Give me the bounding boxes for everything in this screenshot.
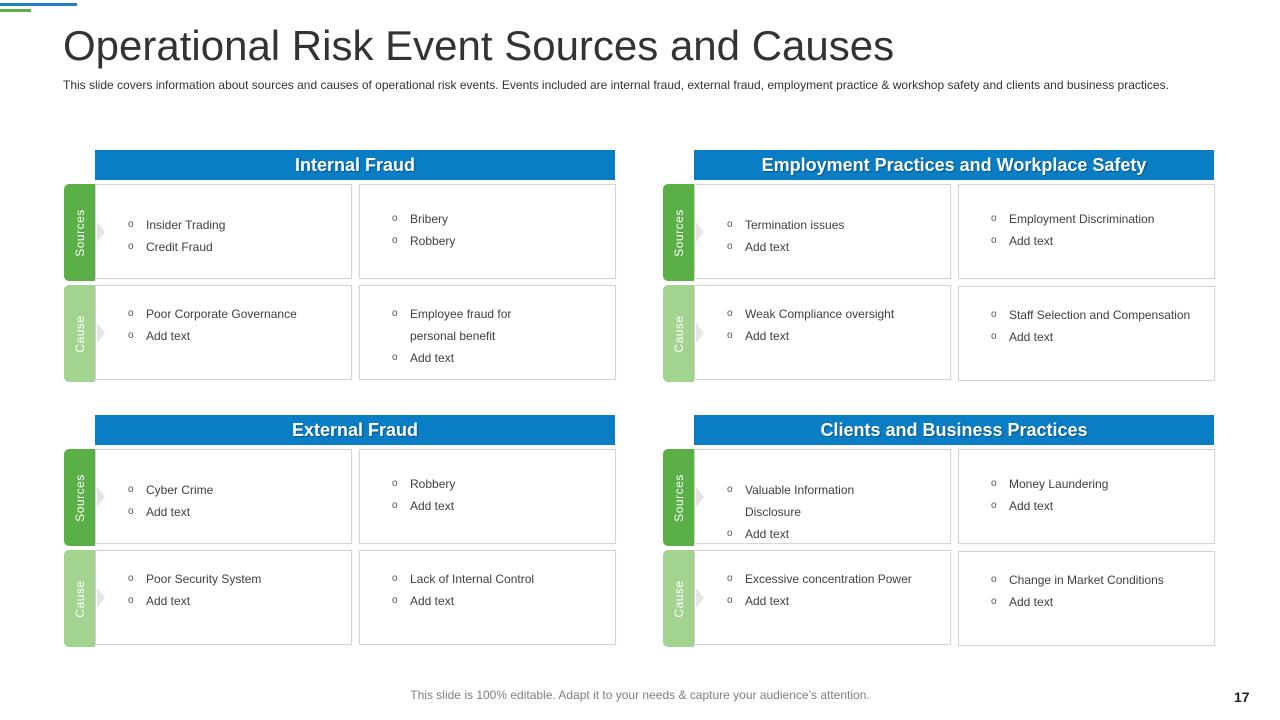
list-item: o Excessive concentration Power (727, 568, 942, 590)
sources-row (64, 449, 616, 546)
panel-header: Internal Fraud (95, 150, 615, 180)
list-item: o Employee fraud for personal benefit (392, 303, 555, 347)
list-item: o Employment Discrimination (991, 208, 1206, 230)
sources-label: Sources (671, 208, 686, 257)
footer-note: This slide is 100% editable. Adapt it to your needs & capture your audience’s attention. (410, 688, 870, 702)
cause-card (694, 285, 951, 380)
panel-internal-fraud (64, 150, 616, 384)
bullet-icon: o (991, 500, 997, 511)
list-item: o Add text (392, 495, 607, 517)
panel-external-fraud (64, 415, 616, 649)
panel-clients-business-practices (663, 415, 1215, 649)
list-item: o Valuable Information Disclosure (727, 479, 870, 523)
sources-tab (663, 184, 694, 281)
cause-card (958, 286, 1215, 381)
bullet-icon: o (392, 573, 398, 584)
bullet-icon: o (128, 506, 134, 517)
cause-tab (64, 285, 95, 382)
list-item: o Termination issues (727, 214, 942, 236)
sources-row (663, 184, 1215, 281)
bullet-icon: o (727, 573, 733, 584)
chevron-right-icon (696, 222, 704, 242)
list-item: o Credit Fraud (128, 236, 343, 258)
cause-card (359, 285, 616, 380)
bullet-icon: o (727, 330, 733, 341)
list-item: o Add text (128, 325, 343, 347)
list-item: o Lack of Internal Control (392, 568, 607, 590)
list-item: o Add text (128, 590, 343, 612)
bullet-icon: o (128, 484, 134, 495)
sources-card (694, 184, 951, 279)
sources-card (359, 449, 616, 544)
bullet-icon: o (392, 478, 398, 489)
list-item: o Add text (128, 501, 343, 523)
bullet-icon: o (991, 596, 997, 607)
sources-card (359, 184, 616, 279)
slide-title: Operational Risk Event Sources and Causes (63, 22, 895, 69)
bullet-icon: o (392, 308, 398, 319)
cause-label: Cause (671, 314, 686, 353)
bullet-icon: o (727, 219, 733, 230)
chevron-right-icon (97, 487, 105, 507)
bullet-icon: o (392, 352, 398, 363)
bullet-icon: o (392, 500, 398, 511)
bullet-icon: o (991, 331, 997, 342)
sources-card (95, 184, 352, 279)
bullet-icon: o (991, 478, 997, 489)
list-item: o Add text (727, 523, 870, 545)
list-item: o Poor Corporate Governance (128, 303, 343, 325)
list-item: o Cyber Crime (128, 479, 343, 501)
list-item: o Add text (991, 591, 1206, 613)
list-item: o Money Laundering (991, 473, 1206, 495)
cause-card (95, 550, 352, 645)
chevron-right-icon (696, 588, 704, 608)
chevron-right-icon (97, 222, 105, 242)
bullet-icon: o (727, 308, 733, 319)
list-item: o Insider Trading (128, 214, 343, 236)
bullet-icon: o (392, 213, 398, 224)
bullet-icon: o (991, 213, 997, 224)
chevron-right-icon (696, 487, 704, 507)
bullet-icon: o (727, 241, 733, 252)
bullet-icon: o (727, 528, 733, 539)
cause-card (958, 551, 1215, 646)
list-item: o Staff Selection and Compensation (991, 304, 1206, 326)
panel-employment-practices (663, 150, 1215, 384)
chevron-right-icon (696, 323, 704, 343)
list-item: o Add text (392, 590, 607, 612)
sources-tab (64, 449, 95, 546)
cause-tab (663, 550, 694, 647)
list-item: o Add text (991, 326, 1206, 348)
list-item: o Weak Compliance oversight (727, 303, 942, 325)
cause-tab (663, 285, 694, 382)
chevron-right-icon (97, 323, 105, 343)
bullet-icon: o (128, 330, 134, 341)
list-item: o Change in Market Conditions (991, 569, 1206, 591)
bullet-icon: o (392, 235, 398, 246)
sources-tab (64, 184, 95, 281)
bullet-icon: o (128, 595, 134, 606)
cause-label: Cause (671, 579, 686, 618)
bullet-icon: o (991, 574, 997, 585)
cause-tab (64, 550, 95, 647)
slide-subtitle: This slide covers information about sources and causes of operational risk events. Events included are internal fraud, external fraud, employment practice & workshop safety and clients and business practices. (63, 78, 1169, 92)
cause-card (95, 285, 352, 380)
sources-card (958, 184, 1215, 279)
page-number: 17 (1234, 689, 1250, 705)
list-item: o Add text (727, 236, 942, 258)
cause-row (663, 285, 1215, 382)
bullet-icon: o (991, 309, 997, 320)
bullet-icon: o (991, 235, 997, 246)
cause-card (694, 550, 951, 645)
sources-row (64, 184, 616, 281)
cause-row (64, 285, 616, 382)
sources-label: Sources (72, 208, 87, 257)
sources-label: Sources (72, 473, 87, 522)
sources-card (694, 449, 951, 544)
cause-row (663, 550, 1215, 647)
accent-bar-green (0, 9, 31, 12)
cause-card (359, 550, 616, 645)
cause-label: Cause (72, 314, 87, 353)
panel-header: Employment Practices and Workplace Safety (694, 150, 1214, 180)
list-item: o Bribery (392, 208, 607, 230)
sources-label: Sources (671, 473, 686, 522)
bullet-icon: o (128, 241, 134, 252)
bullet-icon: o (128, 219, 134, 230)
list-item: o Robbery (392, 230, 607, 252)
list-item: o Add text (991, 230, 1206, 252)
list-item: o Robbery (392, 473, 607, 495)
panel-header: External Fraud (95, 415, 615, 445)
sources-card (958, 449, 1215, 544)
list-item: o Add text (392, 347, 555, 369)
list-item: o Poor Security System (128, 568, 343, 590)
bullet-icon: o (128, 573, 134, 584)
panel-header: Clients and Business Practices (694, 415, 1214, 445)
cause-label: Cause (72, 579, 87, 618)
list-item: o Add text (727, 325, 942, 347)
list-item: o Add text (727, 590, 942, 612)
bullet-icon: o (128, 308, 134, 319)
cause-row (64, 550, 616, 647)
bullet-icon: o (727, 484, 733, 495)
sources-card (95, 449, 352, 544)
bullet-icon: o (392, 595, 398, 606)
list-item: o Add text (991, 495, 1206, 517)
bullet-icon: o (727, 595, 733, 606)
chevron-right-icon (97, 588, 105, 608)
sources-tab (663, 449, 694, 546)
sources-row (663, 449, 1215, 546)
accent-bar-blue (0, 3, 77, 6)
